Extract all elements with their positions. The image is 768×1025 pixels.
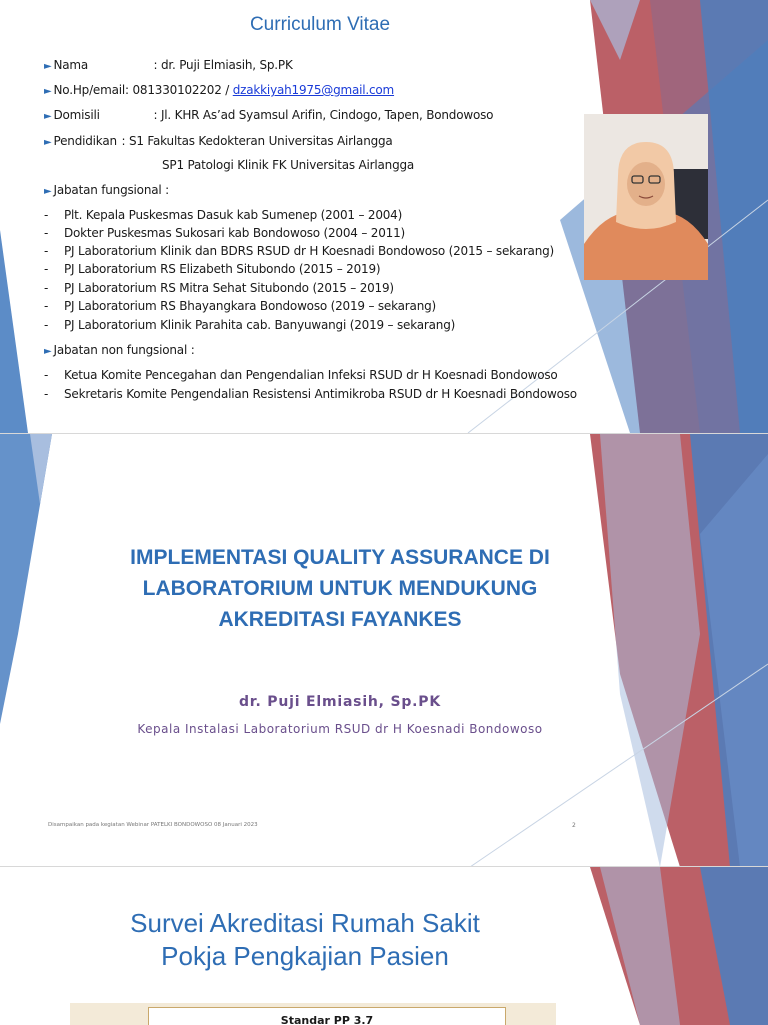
title-line-1: Survei Akreditasi Rumah Sakit bbox=[130, 908, 480, 938]
slide-title bbox=[0, 433, 768, 867]
profile-photo bbox=[584, 114, 708, 280]
pendidikan-label: Pendidikan bbox=[53, 134, 117, 148]
list-item: - PJ Laboratorium RS Bhayangkara Bondowoso (2019 – sekarang) bbox=[44, 299, 437, 313]
triangle-bullet-icon: ► bbox=[44, 137, 52, 148]
title-line-1: IMPLEMENTASI QUALITY ASSURANCE DI bbox=[130, 546, 550, 569]
pendidikan-value-2: SP1 Patologi Klinik FK Universitas Airlangga bbox=[162, 158, 415, 172]
triangle-bullet-icon: ► bbox=[44, 86, 52, 97]
list-item: - Ketua Komite Pencegahan dan Pengendalian Infeksi RSUD dr H Koesnadi Bondowoso bbox=[44, 368, 558, 382]
author-name: dr. Puji Elmiasih, Sp.PK bbox=[238, 694, 442, 710]
title-line-3: AKREDITASI FAYANKES bbox=[218, 608, 462, 631]
slide3-title bbox=[40, 907, 570, 973]
cv-title: Curriculum Vitae bbox=[249, 14, 391, 35]
cv-row-domisili bbox=[44, 108, 493, 122]
list-item: - Sekretaris Komite Pengendalian Resistensi Antimikroba RSUD dr H Koesnadi Bondowoso bbox=[44, 387, 577, 401]
domisili-label: Domisili bbox=[53, 108, 100, 122]
page-number: 2 bbox=[572, 822, 576, 829]
jabatan-non-label: Jabatan non fungsional : bbox=[53, 343, 195, 357]
list-item: - Plt. Kepala Puskesmas Dasuk kab Sumenep (2001 – 2004) bbox=[44, 208, 403, 222]
cv-row-jabatan-fungsional bbox=[44, 183, 169, 197]
slide-survei bbox=[0, 866, 768, 1025]
triangle-bullet-icon: ► bbox=[44, 111, 52, 122]
slide-footer: Disampaikan pada kegiatan Webinar PATELKI BONDOWOSO 08 Januari 2023 bbox=[48, 822, 258, 828]
triangle-bullet-icon: ► bbox=[44, 346, 52, 357]
cv-row-pendidikan bbox=[44, 134, 393, 148]
title-line-2: LABORATORIUM UNTUK MENDUKUNG bbox=[142, 577, 538, 600]
cv-row-nama bbox=[44, 58, 293, 72]
list-item: - PJ Laboratorium Klinik Parahita cab. Banyuwangi (2019 – sekarang) bbox=[44, 318, 456, 332]
list-item: - PJ Laboratorium RS Mitra Sehat Situbondo (2015 – 2019) bbox=[44, 281, 394, 295]
cv-row-jabatan-non bbox=[44, 343, 195, 357]
triangle-bullet-icon: ► bbox=[44, 61, 52, 72]
email-link[interactable]: dzakkiyah1975@gmail.com bbox=[232, 83, 395, 97]
cv-row-hp bbox=[44, 83, 394, 97]
pendidikan-value-1: : S1 Fakultas Kedokteran Universitas Airlangga bbox=[121, 134, 393, 148]
nama-value: : dr. Puji Elmiasih, Sp.PK bbox=[153, 58, 293, 72]
domisili-value: : Jl. KHR As’ad Syamsul Arifin, Cindogo, Tapen, Bondowoso bbox=[153, 108, 494, 122]
list-item: - PJ Laboratorium Klinik dan BDRS RSUD dr H Koesnadi Bondowoso (2015 – sekarang) bbox=[44, 244, 555, 258]
nama-label: Nama bbox=[53, 58, 89, 72]
author-role: Kepala Instalasi Laboratorium RSUD dr H Koesnadi Bondowoso bbox=[137, 722, 543, 736]
jabatan-fungsional-label: Jabatan fungsional : bbox=[53, 183, 169, 197]
list-item: - Dokter Puskesmas Sukosari kab Bondowoso (2004 – 2011) bbox=[44, 226, 405, 240]
list-item: - PJ Laboratorium RS Elizabeth Situbondo (2015 – 2019) bbox=[44, 262, 381, 276]
title-line-2: Pokja Pengkajian Pasien bbox=[161, 941, 449, 971]
slide-cv bbox=[0, 0, 768, 433]
standard-label: Standar PP 3.7 bbox=[148, 1007, 506, 1025]
decorative-shapes bbox=[0, 434, 768, 867]
presentation-title bbox=[110, 542, 570, 635]
triangle-bullet-icon: ► bbox=[44, 186, 52, 197]
hp-label: No.Hp/email: 081330102202 / bbox=[53, 83, 230, 97]
